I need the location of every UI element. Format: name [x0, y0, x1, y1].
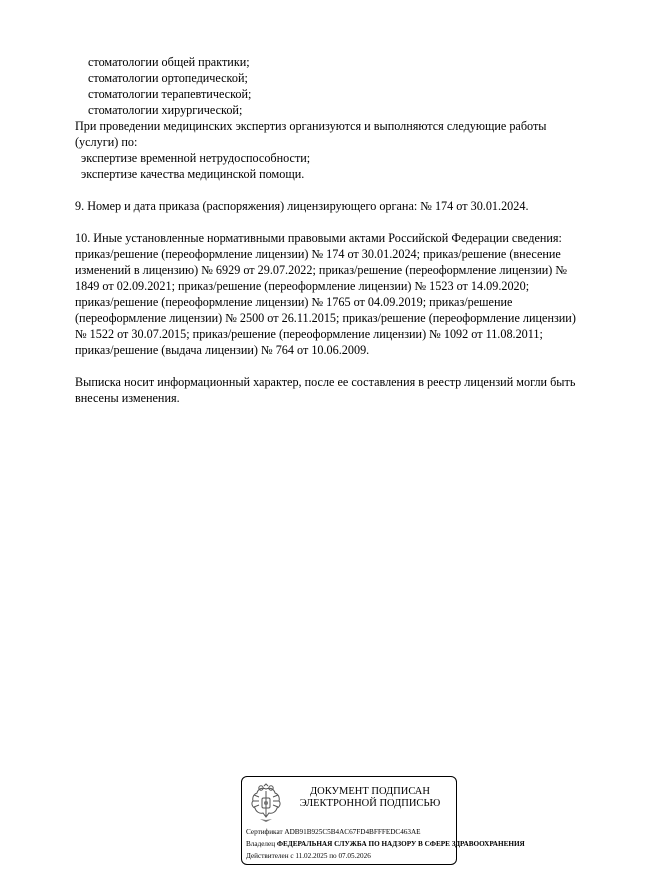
stamp-title-line1: ДОКУМЕНТ ПОДПИСАН	[310, 786, 430, 797]
stamp-title-line2: ЭЛЕКТРОННОЙ ПОДПИСЬЮ	[299, 798, 441, 809]
owner-label: Владелец	[246, 840, 276, 848]
certificate-line: Сертификат ADB91B925C5B4AC67FD4BFFFEDC463AE	[246, 828, 421, 836]
disclaimer-line: Выписка носит информационный характер, после ее составления в реестр лицензий могли быть	[75, 375, 576, 389]
text-line: (услуги) по:	[75, 135, 138, 149]
text-line: стоматологии терапевтической;	[88, 87, 252, 101]
text-line: экспертизе качества медицинской помощи.	[81, 167, 305, 181]
electronic-signature-stamp	[241, 776, 525, 865]
text-line: № 1522 от 30.07.2015; приказ/решение (переоформление лицензии) № 1092 от 11.08.2011;	[75, 327, 543, 341]
text-line: приказ/решение (переоформление лицензии) № 174 от 30.01.2024; приказ/решение (внесение	[75, 247, 561, 261]
text-line: При проведении медицинских экспертиз организуются и выполняются следующие работы	[75, 119, 547, 133]
owner-value: ФЕДЕРАЛЬНАЯ СЛУЖБА ПО НАДЗОРУ В СФЕРЕ ЗДРАВООХРАНЕНИЯ	[276, 840, 525, 848]
text-line: экспертизе временной нетрудоспособности;	[81, 151, 311, 165]
section-9-line: 9. Номер и дата приказа (распоряжения) лицензирующего органа: № 174 от 30.01.2024.	[75, 199, 529, 213]
text-line: стоматологии общей практики;	[88, 55, 250, 69]
text-line: приказ/решение (выдача лицензии) № 764 от 10.06.2009.	[75, 343, 370, 357]
disclaimer-line: внесены изменения.	[75, 391, 180, 405]
text-line: стоматологии хирургической;	[88, 103, 243, 117]
section-10-heading: 10. Иные установленные нормативными правовыми актами Российской Федерации сведения:	[75, 231, 562, 245]
text-line: 1849 от 02.09.2021; приказ/решение (переоформление лицензии) № 1523 от 14.09.2020;	[75, 279, 530, 293]
validity-line: Действителен с 11.02.2025 по 07.05.2026	[246, 852, 371, 860]
text-line: приказ/решение (переоформление лицензии) № 1765 от 04.09.2019; приказ/решение	[75, 295, 513, 309]
owner-line	[246, 840, 525, 849]
text-line: стоматологии ортопедической;	[88, 71, 248, 85]
text-line: (переоформление лицензии) № 2500 от 26.11.2015; приказ/решение (переоформление лицензии)	[75, 311, 576, 325]
text-line: изменений в лицензию) № 6929 от 29.07.2022; приказ/решение (переоформление лицензии) №	[75, 263, 568, 277]
coat-of-arms-icon	[248, 783, 284, 823]
